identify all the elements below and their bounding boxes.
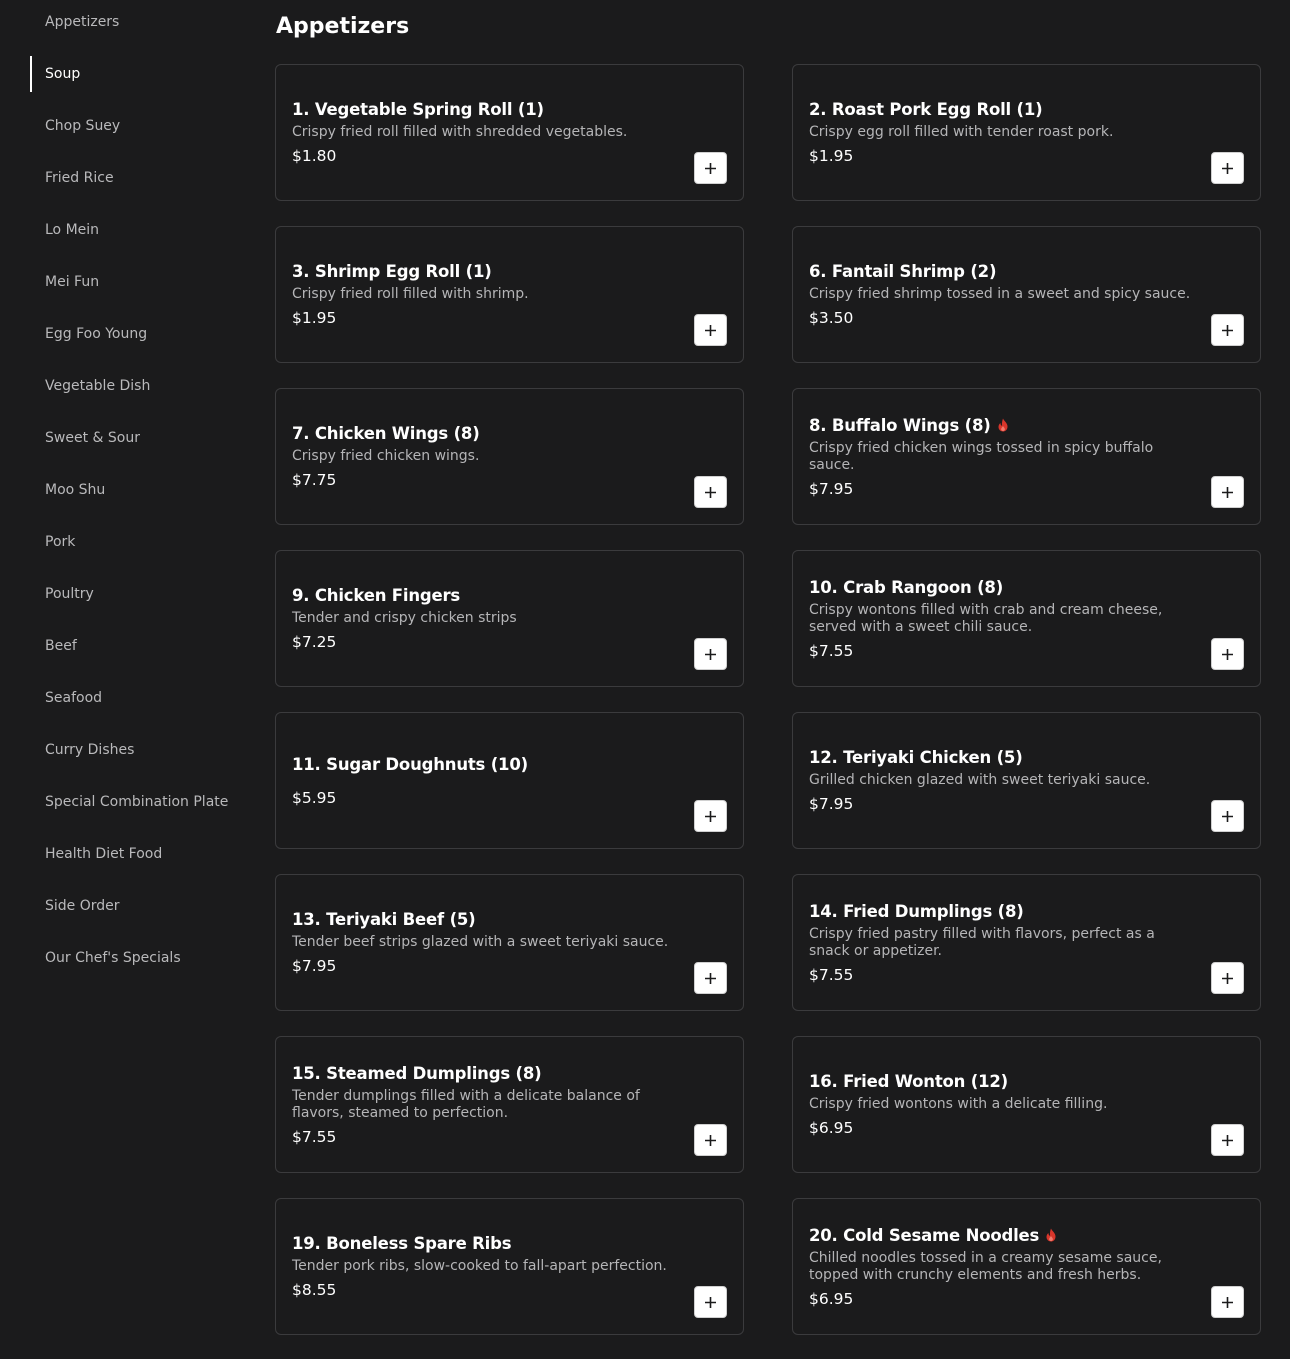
plus-icon — [1222, 487, 1233, 498]
sidebar-item-vegetable-dish[interactable]: Vegetable Dish — [45, 378, 151, 394]
sidebar-item-soup[interactable]: Soup — [30, 56, 245, 92]
menu-item-name-text: 19. Boneless Spare Ribs — [292, 1234, 512, 1253]
menu-item-name — [809, 261, 1196, 283]
add-to-cart-button[interactable] — [694, 1286, 727, 1318]
sidebar-item-curry-dishes[interactable]: Curry Dishes — [45, 742, 135, 758]
menu-item-description: Crispy fried roll filled with shrimp. — [292, 286, 529, 302]
add-to-cart-button[interactable] — [1211, 638, 1244, 670]
add-to-cart-button[interactable] — [694, 476, 727, 508]
sidebar-item-beef[interactable]: Beef — [45, 638, 77, 654]
menu-item-description: Crispy fried pastry filled with flavors, perfect as a snack or appetizer. — [809, 925, 1155, 959]
sidebar-item-fried-rice[interactable]: Fried Rice — [45, 170, 114, 186]
menu-item-name-text: 20. Cold Sesame Noodles — [809, 1225, 1040, 1245]
add-to-cart-button[interactable] — [694, 1124, 727, 1156]
menu-item-card[interactable] — [792, 712, 1261, 849]
sidebar-item-seafood[interactable]: Seafood — [45, 690, 103, 706]
menu-item-name-text: 8. Buffalo Wings (8) — [809, 415, 991, 435]
menu-item-description: Tender and crispy chicken strips — [292, 610, 517, 626]
add-to-cart-button[interactable] — [1211, 962, 1244, 994]
menu-item-name-text: 2. Roast Pork Egg Roll (1) — [809, 100, 1043, 119]
sidebar-item-lo-mein[interactable]: Lo Mein — [45, 222, 100, 238]
menu-item-price: $7.55 — [292, 1127, 337, 1146]
menu-item-card[interactable] — [792, 226, 1261, 363]
sidebar-item-side-order[interactable]: Side Order — [45, 898, 120, 914]
plus-icon — [705, 325, 716, 336]
plus-icon — [1222, 163, 1233, 174]
menu-item-card[interactable] — [275, 550, 744, 687]
menu-item-description: Tender pork ribs, slow-cooked to fall-apart perfection. — [292, 1258, 667, 1274]
menu-item-description: Crispy fried shrimp tossed in a sweet and spicy sauce. — [809, 286, 1191, 302]
sidebar-item-our-chef-s-specials[interactable]: Our Chef's Specials — [45, 950, 181, 966]
add-to-cart-button[interactable] — [1211, 314, 1244, 346]
menu-item-card[interactable] — [275, 226, 744, 363]
menu-item-card[interactable] — [275, 64, 744, 201]
menu-item-name — [292, 1063, 679, 1085]
menu-item-price: $8.55 — [292, 1281, 337, 1299]
menu-item-card[interactable] — [275, 1198, 744, 1335]
menu-item-description: Crispy egg roll filled with tender roast pork. — [809, 124, 1114, 140]
plus-icon — [705, 487, 716, 498]
menu-item-name — [292, 99, 679, 121]
menu-item-price: $3.50 — [809, 309, 854, 327]
menu-item-price: $7.25 — [292, 633, 337, 651]
menu-item-name — [809, 1071, 1196, 1093]
menu-item-name — [292, 585, 679, 607]
menu-item-name-text: 15. Steamed Dumplings (8) — [292, 1063, 542, 1083]
menu-item-name-text: 3. Shrimp Egg Roll (1) — [292, 262, 492, 281]
menu-item-name-text: 14. Fried Dumplings (8) — [809, 901, 1024, 921]
menu-item-name — [292, 909, 679, 931]
menu-item-card[interactable] — [792, 1198, 1261, 1335]
menu-item-description: Crispy wontons filled with crab and cream cheese, served with a sweet chili sauce. — [809, 601, 1163, 635]
menu-item-price: $1.95 — [809, 147, 854, 165]
plus-icon — [1222, 1297, 1233, 1308]
menu-item-price: $1.80 — [292, 147, 337, 165]
menu-item-card[interactable] — [792, 1036, 1261, 1173]
add-to-cart-button[interactable] — [694, 152, 727, 184]
menu-item-description: Tender dumplings filled with a delicate balance of flavors, steamed to perfection. — [292, 1087, 640, 1121]
add-to-cart-button[interactable] — [694, 638, 727, 670]
add-to-cart-button[interactable] — [1211, 1124, 1244, 1156]
sidebar-item-moo-shu[interactable]: Moo Shu — [45, 482, 106, 498]
plus-icon — [1222, 325, 1233, 336]
menu-item-name — [809, 99, 1196, 121]
menu-item-name-text: 10. Crab Rangoon (8) — [809, 577, 1004, 597]
menu-item-name — [809, 577, 1196, 599]
menu-item-name — [809, 901, 1196, 923]
plus-icon — [1222, 649, 1233, 660]
plus-icon — [705, 649, 716, 660]
menu-item-name — [292, 754, 679, 776]
menu-item-name-text: 7. Chicken Wings (8) — [292, 424, 480, 443]
menu-item-description: Crispy fried chicken wings tossed in spicy buffalo sauce. — [809, 439, 1154, 473]
sidebar-item-appetizers[interactable]: Appetizers — [45, 14, 120, 30]
sidebar-item-mei-fun[interactable]: Mei Fun — [45, 274, 100, 290]
menu-item-name-text: 13. Teriyaki Beef (5) — [292, 910, 476, 929]
menu-item-name-text: 1. Vegetable Spring Roll (1) — [292, 100, 544, 119]
menu-item-description: Grilled chicken glazed with sweet teriyaki sauce. — [809, 772, 1151, 788]
sidebar-item-chop-suey[interactable]: Chop Suey — [45, 118, 121, 134]
menu-items-grid — [275, 64, 1261, 1335]
plus-icon — [1222, 1135, 1233, 1146]
menu-item-card[interactable] — [275, 874, 744, 1011]
add-to-cart-button[interactable] — [694, 962, 727, 994]
menu-item-name — [292, 261, 679, 283]
plus-icon — [705, 163, 716, 174]
menu-item-card[interactable] — [275, 1036, 744, 1173]
menu-item-description: Chilled noodles tossed in a creamy sesame sauce, topped with crunchy elements and fresh herbs. — [809, 1249, 1162, 1283]
menu-item-price: $7.55 — [809, 965, 854, 984]
menu-item-price: $7.95 — [809, 795, 854, 813]
sidebar-item-pork[interactable]: Pork — [45, 534, 76, 550]
menu-item-name-text: 12. Teriyaki Chicken (5) — [809, 748, 1023, 767]
sidebar-item-sweet-sour[interactable]: Sweet & Sour — [45, 430, 140, 446]
menu-item-description: Crispy fried wontons with a delicate filling. — [809, 1096, 1108, 1112]
menu-item-name — [809, 1225, 1196, 1247]
menu-item-name — [809, 747, 1196, 769]
add-to-cart-button[interactable] — [1211, 1286, 1244, 1318]
menu-item-card[interactable] — [792, 64, 1261, 201]
add-to-cart-button[interactable] — [1211, 152, 1244, 184]
add-to-cart-button[interactable] — [1211, 476, 1244, 508]
menu-item-price: $5.95 — [292, 788, 337, 807]
sidebar-item-egg-foo-young[interactable]: Egg Foo Young — [45, 326, 148, 342]
section-title: Appetizers — [276, 14, 410, 39]
menu-item-description: Crispy fried chicken wings. — [292, 448, 480, 464]
menu-item-name-text: 9. Chicken Fingers — [292, 586, 461, 605]
plus-icon — [705, 811, 716, 822]
menu-item-price: $7.95 — [809, 479, 854, 498]
menu-item-name-text: 16. Fried Wonton (12) — [809, 1072, 1008, 1091]
add-to-cart-button[interactable] — [694, 800, 727, 832]
menu-item-name — [809, 415, 1196, 437]
menu-item-price: $7.55 — [809, 641, 854, 660]
menu-item-name — [292, 1233, 679, 1255]
menu-item-price: $7.95 — [292, 957, 337, 975]
menu-item-name — [292, 423, 679, 445]
menu-item-price: $6.95 — [809, 1119, 854, 1137]
sidebar-item-health-diet-food[interactable]: Health Diet Food — [45, 846, 163, 862]
plus-icon — [1222, 811, 1233, 822]
menu-item-card[interactable] — [792, 550, 1261, 687]
spicy-flame-icon — [1045, 1226, 1057, 1240]
plus-icon — [1222, 973, 1233, 984]
plus-icon — [705, 1135, 716, 1146]
menu-item-price: $7.75 — [292, 471, 337, 489]
plus-icon — [705, 973, 716, 984]
menu-item-price: $6.95 — [809, 1289, 854, 1308]
menu-item-card[interactable] — [275, 712, 744, 849]
menu-item-price: $1.95 — [292, 309, 337, 327]
menu-item-name-text: 6. Fantail Shrimp (2) — [809, 262, 997, 281]
sidebar-item-poultry[interactable]: Poultry — [45, 586, 94, 602]
add-to-cart-button[interactable] — [1211, 800, 1244, 832]
menu-item-card[interactable] — [792, 874, 1261, 1011]
plus-icon — [705, 1297, 716, 1308]
menu-item-card[interactable] — [275, 388, 744, 525]
spicy-flame-icon — [997, 416, 1009, 430]
menu-item-name-text: 11. Sugar Doughnuts (10) — [292, 754, 528, 774]
add-to-cart-button[interactable] — [694, 314, 727, 346]
menu-item-description: Tender beef strips glazed with a sweet teriyaki sauce. — [292, 934, 669, 950]
menu-item-card[interactable] — [792, 388, 1261, 525]
menu-item-description: Crispy fried roll filled with shredded vegetables. — [292, 124, 628, 140]
sidebar-item-special-combination-plate[interactable]: Special Combination Plate — [45, 794, 229, 810]
